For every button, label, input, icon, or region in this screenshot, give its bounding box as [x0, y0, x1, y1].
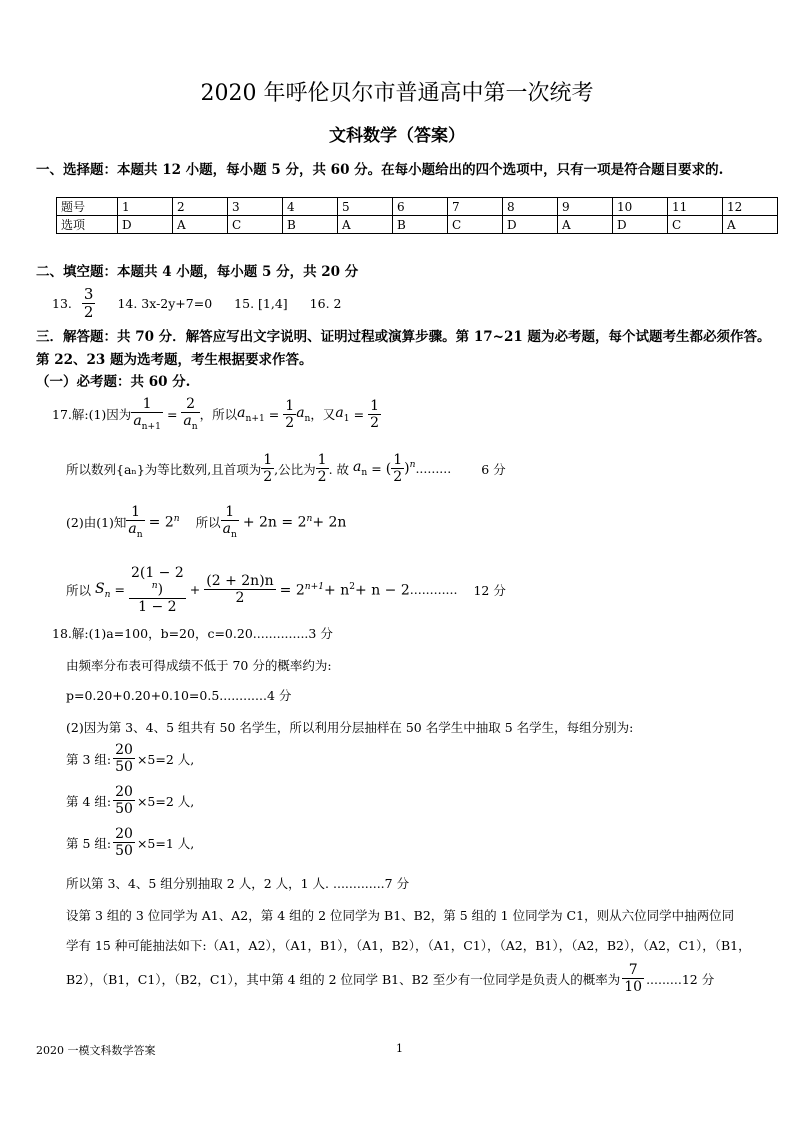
group-num: 20 [115, 784, 133, 800]
recip-num: 1 [126, 504, 144, 521]
half-num: 1 [263, 452, 273, 468]
a-sub: n+1 [245, 413, 265, 424]
table-cell: A [558, 216, 613, 234]
a-var: a [237, 404, 246, 421]
page-title: 2020 年呼伦贝尔市普通高中第一次统考 [200, 81, 594, 106]
table-cell: C [228, 216, 283, 234]
a-sub: n [136, 529, 143, 540]
group-label: 第 3 组: [66, 751, 112, 767]
a-sub: n [230, 529, 237, 540]
group-fraction [113, 784, 135, 817]
table-cell: 6 [393, 198, 448, 216]
result-tail: + n [324, 582, 350, 599]
q18-line7: 学有 15 种可能抽法如下:（A1，A2），（A1，B1），（A1，B2），（A1，C1），（A2，B1），（A2，B2），（A2，C1），（B1， [66, 938, 751, 953]
section1-heading: 一、选择题：本题共 12 小题，每小题 5 分，共 60 分。在每小题给出的四个选项中，只有一项是符合题目要求的. [36, 162, 724, 178]
table-cell: 4 [283, 198, 338, 216]
q13-denominator: 2 [83, 303, 94, 322]
sum-frac1-den: 1 − 2 [138, 598, 177, 615]
dots: ............ [409, 582, 458, 598]
q18-line8 [66, 962, 714, 995]
sum-fraction-1: 2(1 − 2 $^n$) 1 − 2 [130, 565, 184, 615]
q17-frac1-den: a [133, 413, 142, 430]
exponent: n [306, 513, 313, 524]
q17-line2: 所以数列{aₙ}为等比数列,且首项为 $\frac{1}{2}$ ,公比为 $\frac{1}{2}$ . 故 $a_n$ = ( $\frac{1}{2}$ )$^n$ ......... 6 分 [66, 452, 506, 486]
dots: ......... [415, 461, 452, 477]
q17-line4-prefix: 所以 [66, 582, 92, 598]
half-num: 1 [370, 397, 379, 414]
sum-fraction-2 [204, 573, 275, 606]
page-number: 1 [396, 1042, 403, 1055]
q17-ratio-text: ,公比为 [274, 461, 316, 477]
s-var: S [95, 580, 105, 597]
group-den: 50 [115, 801, 133, 818]
table-row-answers [57, 216, 778, 234]
half-fraction [261, 452, 274, 485]
probability-fraction [622, 962, 644, 995]
q18-line8-tail: .........12 分 [646, 971, 715, 987]
q17-line3-end: + 2n [312, 514, 347, 531]
table-cell: 7 [448, 198, 503, 216]
a-sub: n [304, 413, 311, 424]
recip-num: 1 [221, 504, 239, 521]
equals: = [353, 406, 365, 422]
pow-expr: = 2 [148, 514, 174, 531]
equals: = [166, 406, 178, 422]
plus: + [189, 582, 201, 598]
q17-label: 17.解:(1)因为 [52, 407, 132, 423]
q17-frac2-num: 2 [181, 396, 199, 413]
q17-frac1-sub: n+1 [141, 421, 161, 432]
table-cell: C [668, 216, 723, 234]
exponent: n [409, 460, 416, 471]
a-var: a [353, 459, 362, 476]
q14-answer: 14. 3x-2y+7=0 [117, 296, 213, 312]
group-num: 20 [115, 742, 133, 758]
a-sub: n [361, 467, 368, 478]
q17-therefore: . 故 [328, 461, 350, 477]
sum-frac2-num: (2 + 2n)n [206, 573, 274, 590]
q18-line4: (2)因为第 3、4、5 组共有 50 名学生，所以利用分层抽样在 50 名学生中抽取 5 名学生，每组分别为: [66, 720, 634, 735]
section2-heading: 二、填空题：本题共 4 小题，每小题 5 分，共 20 分 [36, 264, 359, 280]
table-cell: 2 [173, 198, 228, 216]
q17-frac2 [181, 396, 199, 432]
half-num: 1 [285, 397, 295, 414]
q17-again: ，又 [310, 407, 336, 423]
q17-line3-prefix: (2)由(1)知 [66, 515, 127, 531]
q18-line6: 设第 3 组的 3 位同学为 A1、A2，第 4 组的 2 位同学为 B1、B2，第 5 组的 1 位同学为 C1，则从六位同学中抽两位同 [66, 908, 735, 923]
table-cell: A [338, 216, 393, 234]
table-cell: 3 [228, 198, 283, 216]
sum-frac1-num: 2(1 − 2 [130, 565, 184, 581]
prob-num: 7 [622, 962, 644, 979]
table-cell: 11 [668, 198, 723, 216]
q13-fraction [82, 286, 96, 322]
group3-line [66, 742, 194, 775]
table-cell: A [173, 216, 228, 234]
table-cell: 9 [558, 198, 613, 216]
prob-den: 10 [624, 979, 643, 996]
exponent: n [151, 581, 158, 592]
result: = 2 [279, 582, 305, 599]
half-den: 2 [263, 469, 273, 486]
a-var: a [128, 521, 137, 538]
q17-line4: 所以 $S_n$ = 2(1 − 2 $^n$) 1 − 2 + $\frac{(2 + 2n)n}{2}$ = $2^{n+1}+ n^2+ n - 2$ ............ 12 分 [66, 565, 506, 615]
exponent: n [173, 513, 180, 524]
half-fraction [283, 398, 296, 431]
table-cell: 10 [613, 198, 668, 216]
table-cell: 12 [723, 198, 778, 216]
q18-line8-text: B2），（B1，C1），（B2，C1），其中第 4 组的 2 位同学 B1、B2 至少有一位同学是负责人的概率为 [66, 971, 621, 987]
q17-line2-text: 所以数列{aₙ}为等比数列,且首项为 [66, 461, 262, 477]
q17-line3 [66, 504, 346, 540]
q18-line1: 18.解:(1)a=100，b=20，c=0.20..............3 分 [52, 626, 333, 641]
q15-answer: 15. [1,4] [234, 296, 288, 312]
section3-heading-line1: 三．解答题：共 70 分．解答应写出文字说明、证明过程或演算步骤。第 17~21 题为必考题，每个试题考生都必须作答。 [36, 329, 771, 345]
q17-line3-mid: 所以 [195, 515, 221, 531]
sum-frac2-den: 2 [235, 590, 245, 607]
q17-frac2-den: a [183, 413, 192, 430]
page-subtitle: 文科数学（答案） [329, 126, 465, 146]
half-fraction [391, 452, 404, 485]
half-fraction [368, 398, 381, 431]
table-cell: 8 [503, 198, 558, 216]
q17-frac2-sub: n [191, 421, 198, 432]
group-label: 第 5 组: [66, 835, 112, 851]
q13-numerator: 3 [83, 285, 94, 303]
a-var: a [222, 521, 231, 538]
table-cell: A [723, 216, 778, 234]
q18-line5: 所以第 3、4、5 组分别抽取 2 人，2 人，1 人. .............7 分 [66, 876, 410, 891]
q18-line3: p=0.20+0.20+0.10=0.5............4 分 [66, 688, 292, 703]
q16-answer: 16. 2 [309, 296, 342, 312]
group-tail: ×5=2 人, [136, 751, 195, 767]
recip-fraction [221, 504, 239, 540]
s-sub: n [104, 589, 111, 600]
table-cell: D [118, 216, 173, 234]
q17-frac1 [131, 396, 163, 432]
group-fraction [113, 826, 135, 859]
section3-heading-line2: 第 22、23 题为选考题，考生根据要求作答。 [36, 352, 313, 368]
a-var: a [335, 404, 344, 421]
half-den: 2 [317, 469, 327, 486]
table-header-cell: 选项 [57, 216, 118, 234]
half-den: 2 [285, 414, 295, 431]
q17-so: ，所以 [199, 407, 238, 423]
score: 6 分 [481, 461, 506, 477]
group-tail: ×5=1 人, [136, 835, 195, 851]
equals: = [371, 461, 382, 477]
table-cell: B [283, 216, 338, 234]
footer-label: 2020 一模文科数学答案 [36, 1044, 156, 1057]
required-heading: （一）必考题：共 60 分. [36, 374, 191, 390]
group-tail: ×5=2 人, [136, 793, 195, 809]
equals: = [114, 582, 125, 598]
result-exp: n+1 [304, 581, 325, 592]
half-den: 2 [393, 469, 403, 486]
q17-frac1-num: 1 [131, 396, 163, 413]
table-cell: C [448, 216, 503, 234]
group-label: 第 4 组: [66, 793, 112, 809]
table-cell: 5 [338, 198, 393, 216]
q18-line2: 由频率分布表可得成绩不低于 70 分的概率约为: [66, 658, 332, 673]
group5-line [66, 826, 194, 859]
group-den: 50 [115, 843, 133, 860]
group-den: 50 [115, 759, 133, 776]
result-tail2: + n − 2 [355, 582, 410, 599]
half-num: 1 [317, 452, 327, 468]
fill-answers [52, 286, 341, 322]
q13-label: 13. [52, 296, 72, 312]
table-cell: D [503, 216, 558, 234]
q17-line1 [52, 396, 381, 432]
a-sub: 1 [343, 413, 350, 424]
q17-line3-tail: + 2n = 2 [242, 514, 307, 531]
table-cell: 1 [118, 198, 173, 216]
table-cell: D [613, 216, 668, 234]
group-fraction [113, 742, 135, 775]
half-den: 2 [370, 414, 379, 431]
table-row-numbers [57, 198, 778, 216]
half-num: 1 [393, 452, 403, 468]
group4-line [66, 784, 194, 817]
recip-fraction [126, 504, 144, 540]
score: 12 分 [473, 582, 506, 598]
table-cell: B [393, 216, 448, 234]
answer-table [56, 197, 778, 234]
half-fraction [316, 452, 329, 485]
group-num: 20 [115, 826, 133, 842]
equals: = [268, 406, 280, 422]
a-var: a [296, 404, 305, 421]
table-header-cell: 题号 [57, 198, 118, 216]
